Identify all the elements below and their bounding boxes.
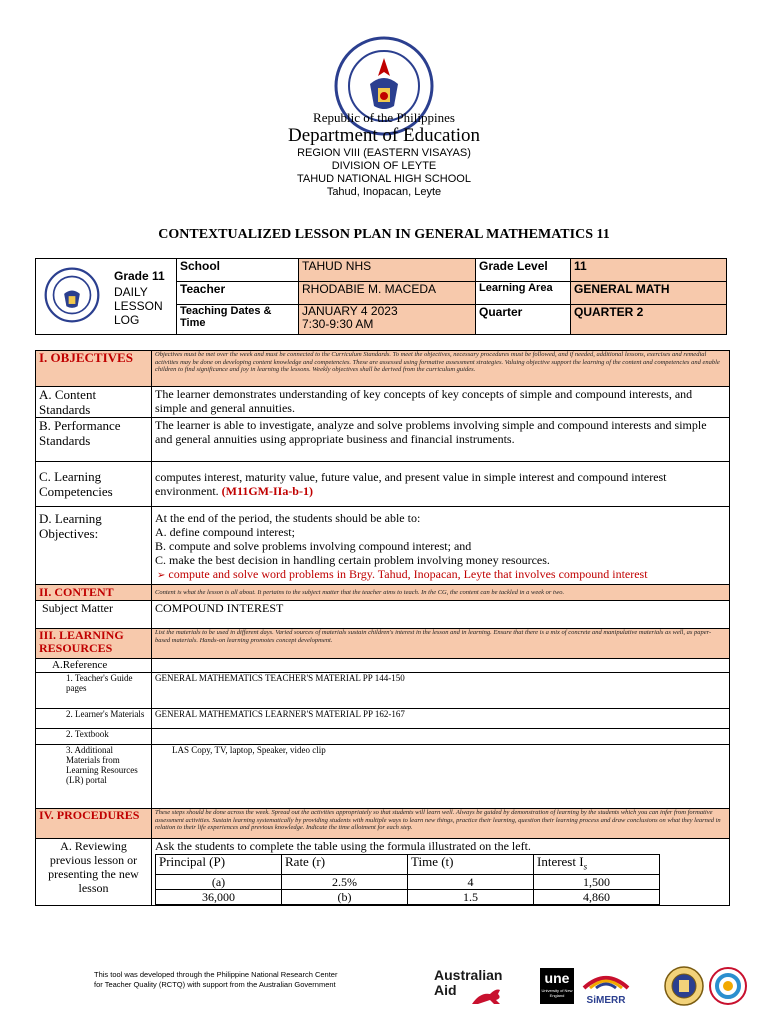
region-line: REGION VIII (EASTERN VISAYAS)	[297, 147, 471, 159]
procedures-heading: IV. PROCEDURES	[36, 809, 152, 839]
reviewing-cell	[152, 839, 730, 906]
quarter-value: QUARTER 2	[571, 305, 727, 335]
university-seal-icon	[664, 966, 704, 1006]
additional-materials-label: 3. Additional Materials from Learning Resources (LR) portal	[36, 745, 152, 809]
teacher-value: RHODABIE M. MACEDA	[299, 282, 476, 305]
school-label: School	[177, 259, 299, 282]
competency-code: (M11GM-IIa-b-1)	[221, 484, 313, 498]
resources-heading: III. LEARNING RESOURCES	[36, 629, 152, 659]
grade-block	[36, 259, 177, 335]
content-note: Content is what the lesson is all about. It pertains to the subject matter that the teacher aims to teach. In the CG, the content can be tackled in a week or two.	[152, 585, 730, 601]
teacher-label: Teacher	[177, 282, 299, 305]
rctq-logo-icon	[708, 966, 748, 1006]
table-cell: 1,500	[534, 874, 660, 889]
objective-c: C. make the best decision in handling certain problem involving money resources.	[155, 553, 550, 567]
content-standards-text: The learner demonstrates understanding of key concepts of key concepts of simple and compound interests, and simple and general annuities.	[152, 387, 730, 418]
learning-area-value: GENERAL MATH	[571, 282, 727, 305]
teachers-guide-value: GENERAL MATHEMATICS TEACHER'S MATERIAL PP 144-150	[152, 673, 730, 709]
interest-table-header	[156, 855, 660, 875]
dates-value: JANUARY 4 2023 7:30-9:30 AM	[299, 305, 476, 335]
objectives-intro: At the end of the period, the students should be able to:	[155, 511, 421, 525]
grade-level-value: 11	[571, 259, 727, 282]
learners-materials-label: 2. Learner's Materials	[36, 709, 152, 729]
performance-standards-text: The learner is able to investigate, analyze and solve problems involving simple and compound interests and simple and general annuities using appropriate business and financial instruments.	[152, 418, 730, 462]
interest-header: Interest $I_s$	[534, 855, 660, 875]
learning-objectives-cell	[152, 507, 730, 585]
republic-line: Republic of the Philippines	[313, 110, 455, 125]
teachers-guide-label: 1. Teacher's Guide pages	[36, 673, 152, 709]
dates-label: Teaching Dates & Time	[177, 305, 299, 335]
objectives-note: Objectives must be met over the week and must be connected to the Curriculum Standards. To meet the objectives, necessary procedures must be followed, and if needed, additional lessons, exercises and remedial activities may be done on developing content knowledge and competencies. These are assessed using formative assessment strategies. Valuing objective support the learning of the content and competencies and enable children to find significance and joy in learning the lessons. Weekly objectives shall be derived from the curriculum guides.	[152, 351, 730, 387]
reviewing-label: A. Reviewing previous lesson or presenting the new lesson	[36, 839, 152, 906]
simerr-icon	[580, 968, 632, 992]
learning-objectives-label: D. Learning Objectives:	[36, 507, 152, 585]
textbook-label: 2. Textbook	[36, 729, 152, 745]
deped-small-seal	[44, 267, 100, 323]
additional-materials-value: LAS Copy, TV, laptop, Speaker, video clip	[152, 745, 730, 809]
objective-a: A. define compound interest;	[155, 525, 295, 539]
grade-level-label: Grade Level	[476, 259, 571, 282]
simerr-logo: SiMERR	[580, 968, 632, 1004]
subject-matter-value: COMPOUND INTEREST	[152, 601, 730, 629]
content-heading: II. CONTENT	[36, 585, 152, 601]
table-cell: 4	[408, 874, 534, 889]
division-line: DIVISION OF LEYTE	[331, 160, 437, 172]
table-row	[156, 874, 660, 889]
grade-label: Grade 11	[114, 269, 165, 283]
learners-materials-value: GENERAL MATHEMATICS LEARNER'S MATERIAL PP 162-167	[152, 709, 730, 729]
table-cell: 2.5%	[282, 874, 408, 889]
procedures-note: These steps should be done across the week. Spread out the activities appropriately so that students will learn well. Always be guided by demonstration of learning by the students which you can infer from formative assessment activities. Sustain learning systematically by providing students with multiple ways to learn new things, practice their learning, question their learning process and draw conclusions on what they learned in relation to their life experiences and previous knowledge. Indicate the time allotment for each step.	[152, 809, 730, 839]
table-cell: (a)	[156, 874, 282, 889]
objective-b: B. compute and solve problems involving compound interest; and	[155, 539, 472, 553]
table-cell: 1.5	[408, 889, 534, 904]
kangaroo-icon	[470, 986, 506, 1006]
reference-label: A.Reference	[36, 659, 152, 673]
doc-title: CONTEXTUALIZED LESSON PLAN IN GENERAL MATHEMATICS 11	[158, 227, 610, 242]
school-value: TAHUD NHS	[299, 259, 476, 282]
content-standards-label: A. Content Standards	[36, 387, 152, 418]
time-header: Time (t)	[408, 855, 534, 875]
dll-label: DAILY LESSON LOG	[114, 285, 163, 327]
quarter-label: Quarter	[476, 305, 571, 335]
objective-d: ➢ compute and solve word problems in Brgy. Tahud, Inopacan, Leyte that involves compound interest	[157, 567, 648, 581]
australian-aid-logo: Australian Aid	[434, 968, 514, 1008]
lesson-plan-table	[35, 350, 730, 906]
table-row	[156, 889, 660, 904]
table-cell: (b)	[282, 889, 408, 904]
address-line: Tahud, Inopacan, Leyte	[326, 186, 442, 198]
learning-area-label: Learning Area	[476, 282, 571, 305]
table-cell: 4,860	[534, 889, 660, 904]
department-name: Department of Education	[287, 125, 481, 146]
principal-header: Principal (P)	[156, 855, 282, 875]
competencies-cell	[152, 462, 730, 507]
rate-header: Rate (r)	[282, 855, 408, 875]
objectives-heading: I. OBJECTIVES	[36, 351, 152, 387]
reviewing-intro: Ask the students to complete the table using the formula illustrated on the left.	[155, 839, 531, 853]
subject-matter-label: Subject Matter	[36, 601, 152, 629]
footer-note: This tool was developed through the Philippine National Research Center for Teacher Quality (RCTQ) with support from the Australian Government	[94, 970, 338, 989]
school-line: TAHUD NATIONAL HIGH SCHOOL	[297, 173, 471, 185]
reference-empty	[152, 659, 730, 673]
interest-table	[155, 854, 660, 905]
competencies-label: C. Learning Competencies	[36, 462, 152, 507]
resources-note: List the materials to be used in different days. Varied sources of materials sustain children's interest in the lesson and in learning. Ensure that there is a mix of concrete and manipulative materials as well, as paper-based materials. Hands-on learning promotes concept development.	[152, 629, 730, 659]
textbook-value	[152, 729, 730, 745]
competencies-text: computes interest, maturity value, future value, and present value in simple interest and compound interest environment.	[155, 470, 667, 498]
performance-standards-label: B. Performance Standards	[36, 418, 152, 462]
une-logo: une University of New England	[540, 968, 574, 1004]
info-table	[35, 258, 727, 335]
bullet-arrow-icon: ➢	[157, 570, 166, 581]
table-cell: 36,000	[156, 889, 282, 904]
